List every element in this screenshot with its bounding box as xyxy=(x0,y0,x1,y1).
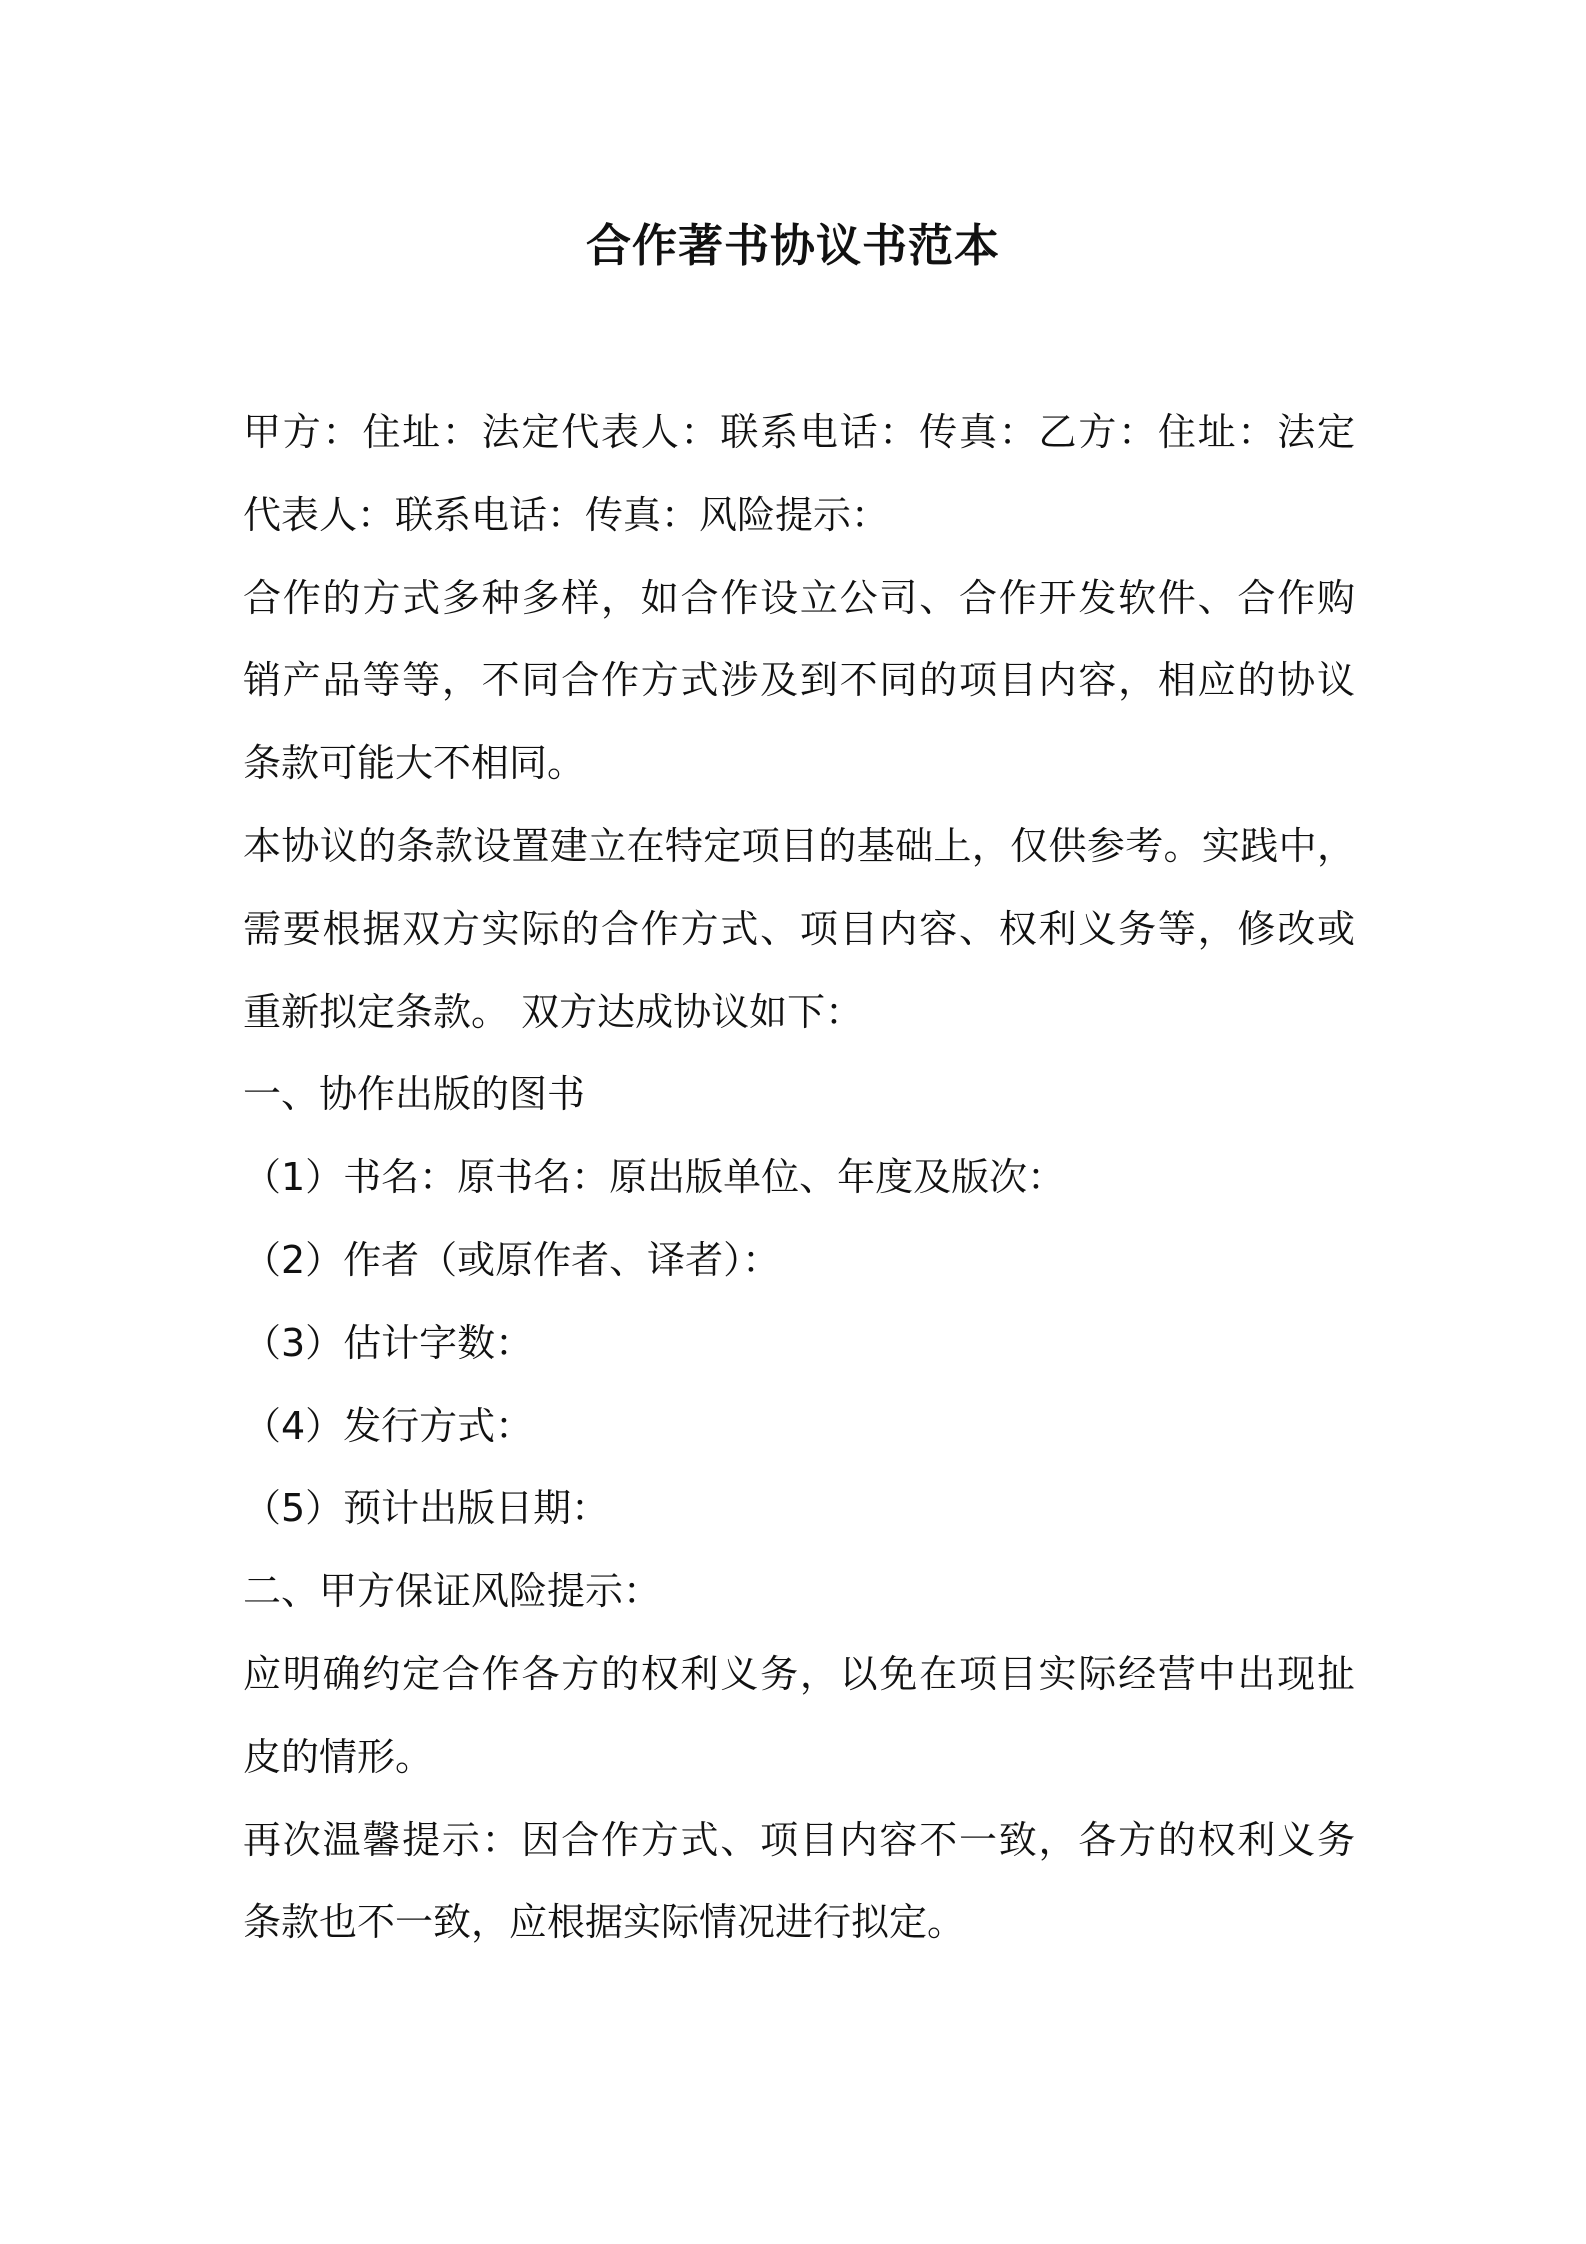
reference-note-line-1: 本协议的条款设置建立在特定项目的基础上，仅供参考。实践中， xyxy=(243,823,1355,868)
section-1-heading: 一、协作出版的图书 xyxy=(243,1072,586,1117)
reminder-line-1: 再次温馨提示：因合作方式、项目内容不一致，各方的权利义务 xyxy=(243,1817,1355,1862)
section-2-heading: 二、甲方保证风险提示： xyxy=(243,1569,662,1614)
document-title: 合作著书协议书范本 xyxy=(585,219,1000,272)
risk-note-line-3: 条款可能大不相同。 xyxy=(243,741,586,786)
risk-note-line-1: 合作的方式多种多样，如合作设立公司、合作开发软件、合作购 xyxy=(243,575,1355,620)
item-2-author: （2）作者（或原作者、译者）： xyxy=(243,1237,781,1282)
reminder-line-2: 条款也不一致，应根据实际情况进行拟定。 xyxy=(243,1900,966,1945)
item-4-distribution: （4）发行方式： xyxy=(243,1403,534,1448)
item-3-word-count: （3）估计字数： xyxy=(243,1320,534,1365)
section-2-note-line-1: 应明确约定合作各方的权利义务，以免在项目实际经营中出现扯 xyxy=(243,1651,1355,1696)
document-body xyxy=(243,391,1355,1964)
item-5-publish-date: （5）预计出版日期： xyxy=(243,1486,610,1531)
item-1-book-name: （1）书名：原书名：原出版单位、年度及版次： xyxy=(243,1155,1066,1200)
reference-note-line-2: 需要根据双方实际的合作方式、项目内容、权利义务等，修改或 xyxy=(243,906,1355,951)
section-2-note-line-2: 皮的情形。 xyxy=(243,1734,434,1779)
party-info-line-1: 甲方：住址：法定代表人：联系电话：传真：乙方：住址：法定 xyxy=(243,410,1355,454)
party-info-line-2: 代表人：联系电话：传真：风险提示： xyxy=(243,492,890,537)
risk-note-line-2: 销产品等等，不同合作方式涉及到不同的项目内容，相应的协议 xyxy=(243,658,1355,703)
reference-note-line-3: 重新拟定条款。 双方达成协议如下： xyxy=(243,989,864,1034)
